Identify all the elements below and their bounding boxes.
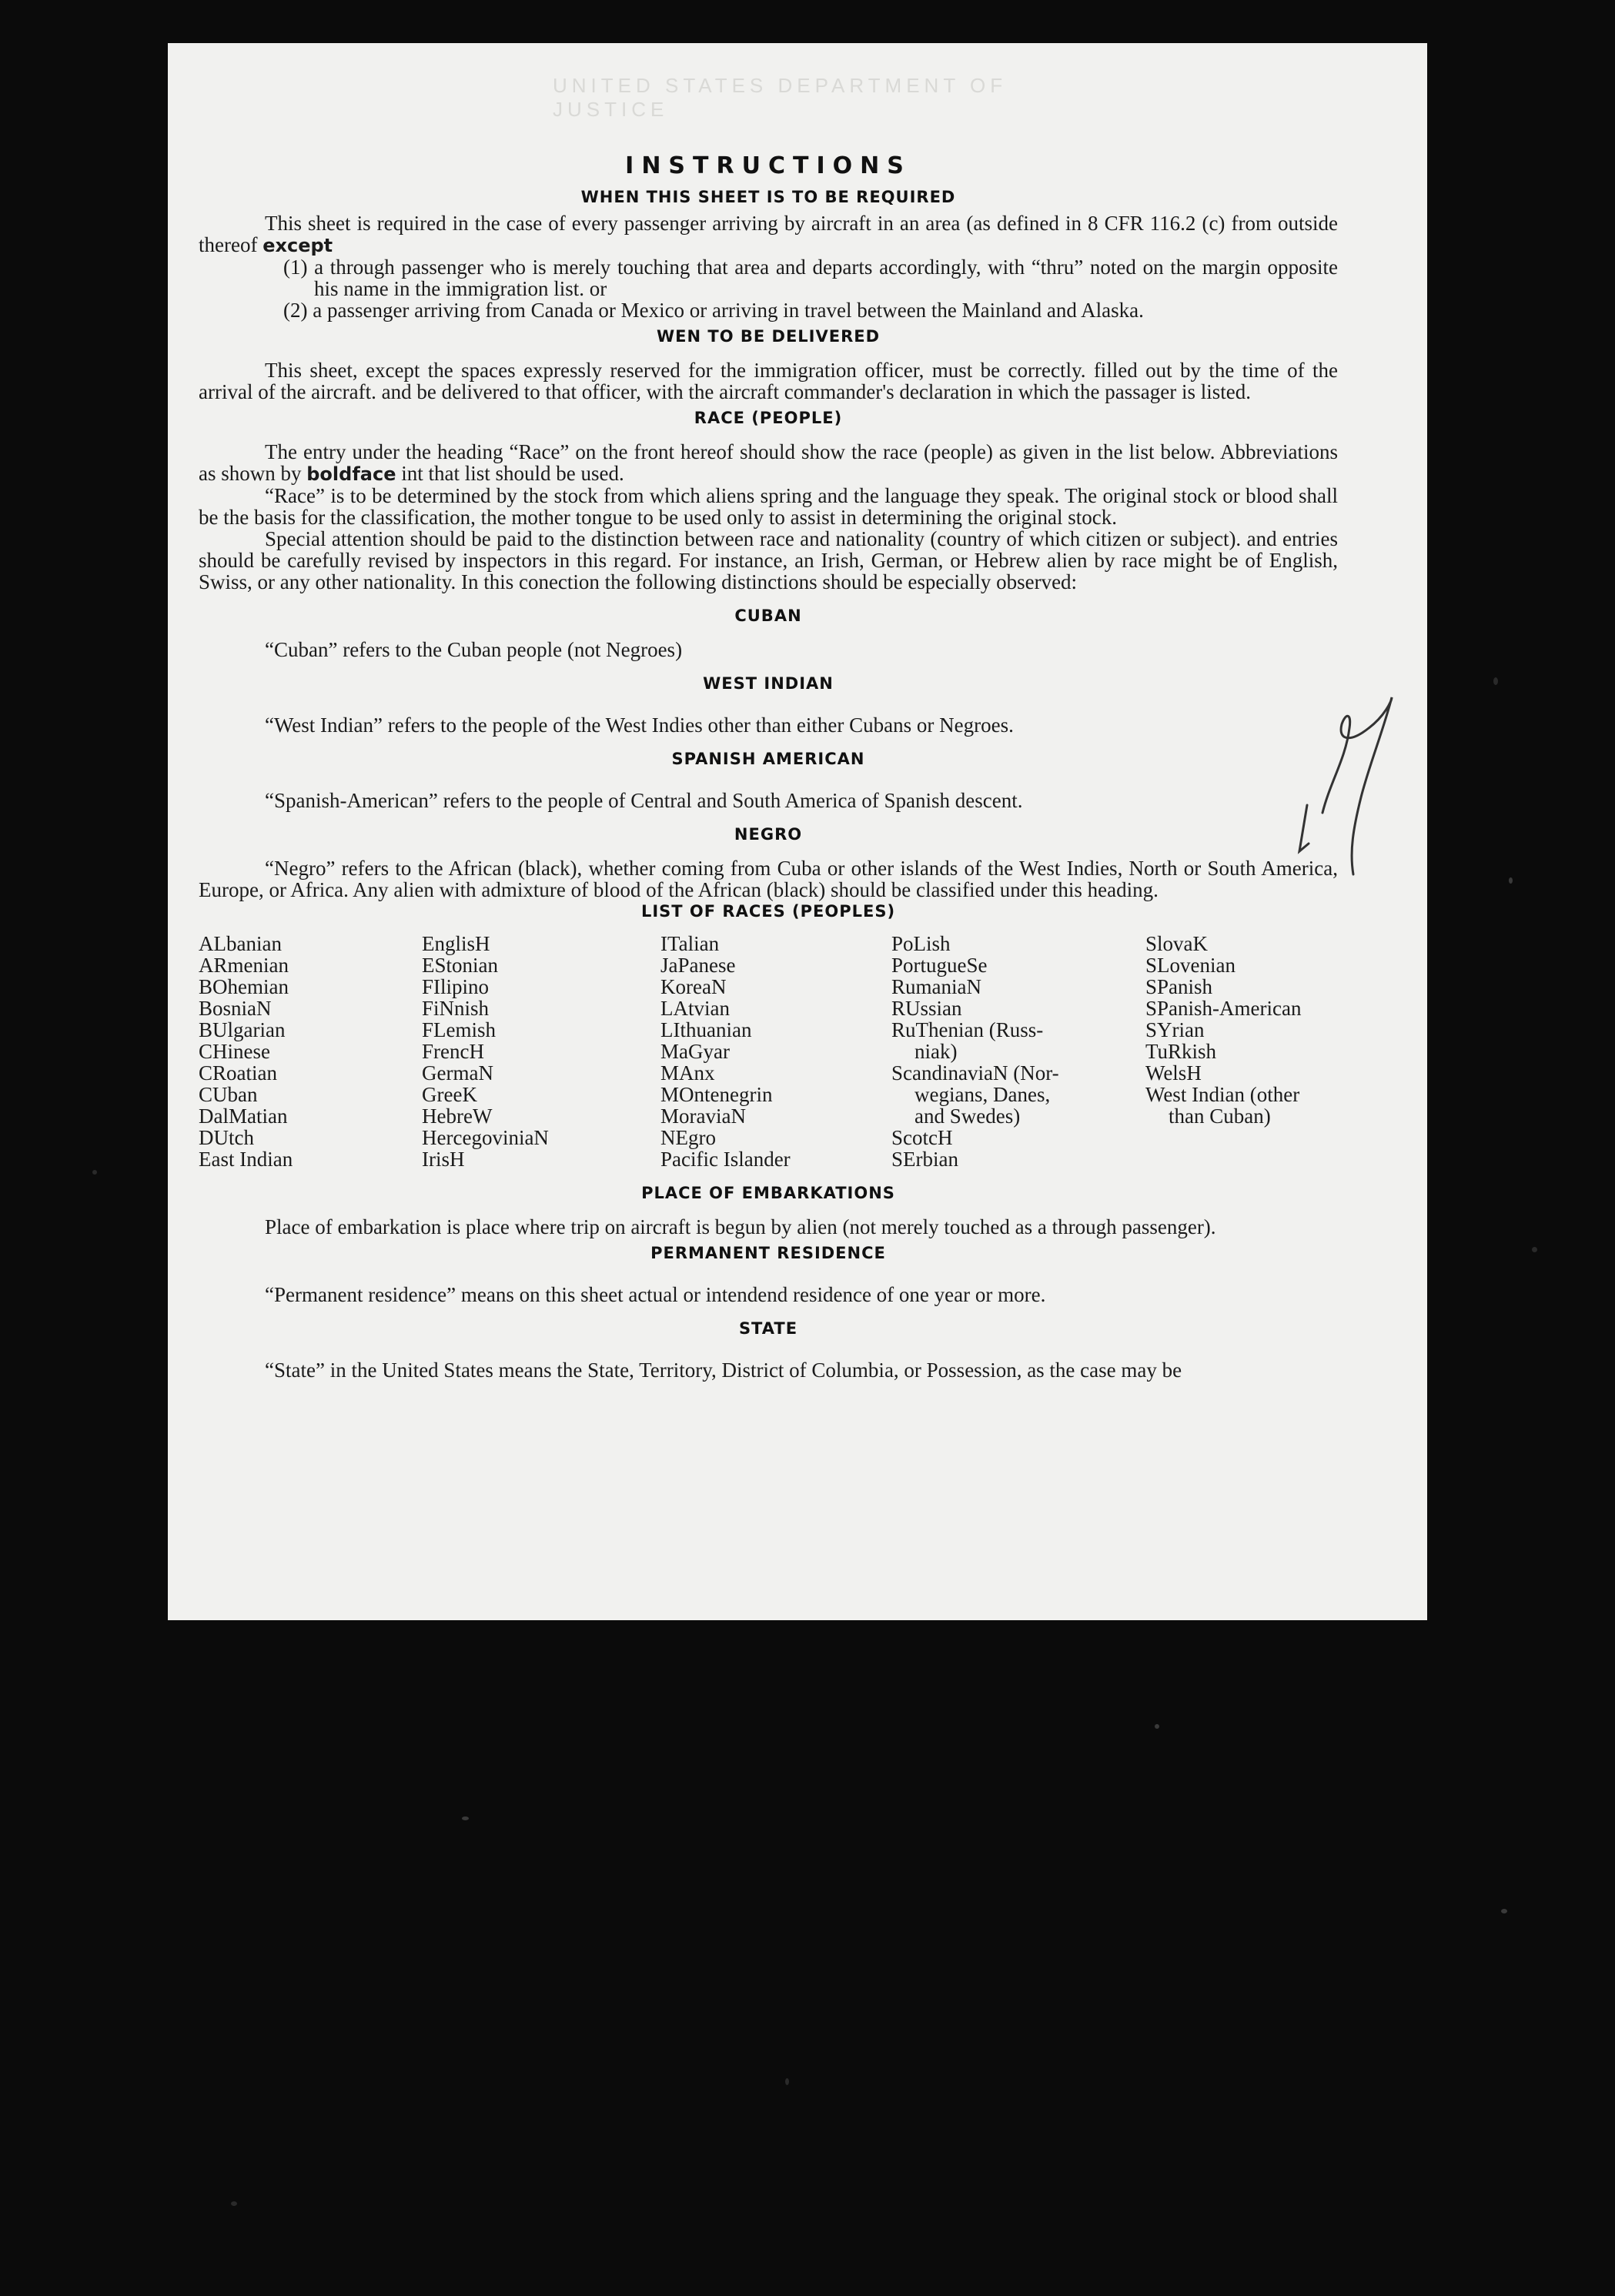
section-heading-race-list: LIST OF RACES (PEOPLES) [640,902,896,921]
list-item: than Cuban) [1169,1105,1271,1128]
list-item: EnglisH [422,932,490,955]
required-item-2: (2) a passenger arriving from Canada or Mexico or arriving in travel between the Mainland and Alaska. [283,299,1144,322]
list-item: GreeK [422,1083,477,1106]
list-item: DalMatian [199,1105,288,1128]
list-item: RumaniaN [891,975,981,998]
list-item: DUtch [199,1126,254,1149]
list-item: LIthuanian [660,1018,752,1041]
list-item: West Indian (other [1145,1083,1300,1106]
section-heading-west-indian: WEST INDIAN [703,674,834,693]
section-heading-cuban: CUBAN [734,607,802,625]
list-item: EStonian [422,954,498,977]
list-item: FrencH [422,1040,484,1063]
list-item: CRoatian [199,1061,277,1085]
race-list-column-2 [422,933,653,1170]
list-item: WelsH [1145,1061,1202,1085]
list-item: TuRkish [1145,1040,1217,1063]
race-list [199,933,1338,1170]
list-item: PoLish [891,932,951,955]
list-item: PortugueSe [891,954,988,977]
state-text: “State” in the United States means the State, Territory, District of Columbia, or Possession, as the case may be [265,1359,1182,1382]
delivered-text: This sheet, except the spaces expressly reserved for the immigration officer, must be correctly. filled out by the time of the arrival of the aircraft. and be delivered to that officer, with the aircraft commander's declaration in which the passager is listed. [199,359,1338,403]
list-item: CHinese [199,1040,270,1063]
race-list-column-4 [891,933,1138,1170]
list-item: SPanish [1145,975,1213,998]
section-heading-delivered: WEN TO BE DELIVERED [656,327,881,346]
race-paragraph-3: Special attention should be paid to the distinction between race and nationality (country of which citizen or subject). and entries should be carefully revised by inspectors in this regard. For instance, an Irish, German, or Hebrew alien by race might be of English, Swiss, or any other nationality. In this conection the following distinctions should be especially observed: [199,527,1338,593]
list-item: HebreW [422,1105,493,1128]
film-speck [785,2078,789,2085]
section-heading-spanish-american: SPANISH AMERICAN [671,750,865,768]
list-item: SYrian [1145,1018,1205,1041]
race-list-column-5 [1145,933,1338,1170]
race-p1-bold: boldface [306,463,396,485]
bleed-through-text: UNITED STATES DEPARTMENT OF JUSTICE [553,74,1008,121]
list-item: wegians, Danes, [914,1083,1051,1106]
list-item: FiNnish [422,997,490,1020]
cuban-text: “Cuban” refers to the Cuban people (not Negroes) [265,638,683,661]
section-heading-residence: PERMANENT RESIDENCE [650,1244,886,1262]
film-speck [231,2201,237,2206]
negro-text: “Negro” refers to the African (black), whether coming from Cuba or other islands of the West Indies, North or South America, Europe, or Africa. Any alien with admixture of blood of the African (black) should be classified under this heading. [199,857,1338,901]
list-item: SErbian [891,1148,958,1171]
list-item: RUssian [891,997,962,1020]
film-speck [1155,1724,1159,1729]
document-page [168,43,1427,1620]
required-intro-bold: except [262,235,333,256]
list-item: FIlipino [422,975,490,998]
list-item: MoraviaN [660,1105,746,1128]
list-item: ARmenian [199,954,289,977]
race-p1-text: The entry under the heading “Race” on the front hereof should show the race (people) as given in the list below. Abbreviations as shown by [199,440,1338,485]
required-item-1: (1) a through passenger who is merely touching that area and departs accordingly, with “thru” noted on the margin opposite his name in the immigration list. or [283,256,1338,300]
list-item: SLovenian [1145,954,1235,977]
section-heading-state: STATE [738,1319,798,1338]
film-speck [1501,1909,1507,1913]
list-item: BOhemian [199,975,289,998]
list-item: HercegoviniaN [422,1126,549,1149]
section-heading-required: WHEN THIS SHEET IS TO BE REQUIRED [580,188,956,206]
section-heading-negro: NEGRO [734,825,803,844]
list-item: ScotcH [891,1126,953,1149]
list-item: MOntenegrin [660,1083,773,1106]
list-item: ITalian [660,932,720,955]
list-item: ALbanian [199,932,282,955]
race-p1-after: int that list should be used. [401,462,624,485]
race-paragraph-1 [199,441,1338,485]
film-speck [1493,677,1498,685]
film-speck [1532,1247,1537,1252]
handwritten-mark [1276,682,1415,913]
list-item: SPanish-American [1145,997,1302,1020]
race-paragraph-2: “Race” is to be determined by the stock from which aliens spring and the language they speak. The original stock or blood shall be the basis for the classification, the mother tongue to be used only to assist in determining the original stock. [199,484,1338,529]
list-item: MaGyar [660,1040,730,1063]
film-speck [1509,877,1513,884]
race-list-column-3 [660,933,884,1170]
list-item: CUban [199,1083,258,1106]
list-item: Pacific Islander [660,1148,791,1171]
required-intro [199,212,1338,256]
required-intro-text: This sheet is required in the case of every passenger arriving by aircraft in an area (as defined in 8 CFR 116.2 (c) from outside thereof [199,212,1338,256]
document-content [199,151,1338,1381]
list-item: BosniaN [199,997,272,1020]
residence-text: “Permanent residence” means on this sheet actual or intendend residence of one year or more. [265,1283,1046,1306]
spanish-american-text: “Spanish-American” refers to the people of Central and South America of Spanish descent. [265,789,1023,812]
film-speck [92,1170,97,1175]
list-item: FLemish [422,1018,497,1041]
list-item: IrisH [422,1148,465,1171]
section-heading-embarkation: PLACE OF EMBARKATIONS [641,1184,895,1202]
list-item: MAnx [660,1061,715,1085]
film-speck [462,1816,469,1820]
list-item: JaPanese [660,954,736,977]
race-list-column-1 [199,933,414,1170]
list-item: niak) [914,1040,958,1063]
list-item: LAtvian [660,997,730,1020]
list-item: KoreaN [660,975,727,998]
page-title: INSTRUCTIONS [625,152,911,179]
list-item: and Swedes) [914,1105,1021,1128]
list-item: BUlgarian [199,1018,286,1041]
list-item: SlovaK [1145,932,1208,955]
list-item: RuThenian (Russ- [891,1018,1044,1041]
list-item: East Indian [199,1148,293,1171]
section-heading-race: RACE (PEOPLE) [694,409,843,427]
list-item: ScandinaviaN (Nor- [891,1061,1059,1085]
list-item: GermaN [422,1061,493,1085]
embarkation-text: Place of embarkation is place where trip on aircraft is begun by alien (not merely touched as a through passenger). [265,1215,1216,1238]
list-item: NEgro [660,1126,716,1149]
west-indian-text: “West Indian” refers to the people of the West Indies other than either Cubans or Negroes. [265,714,1014,737]
